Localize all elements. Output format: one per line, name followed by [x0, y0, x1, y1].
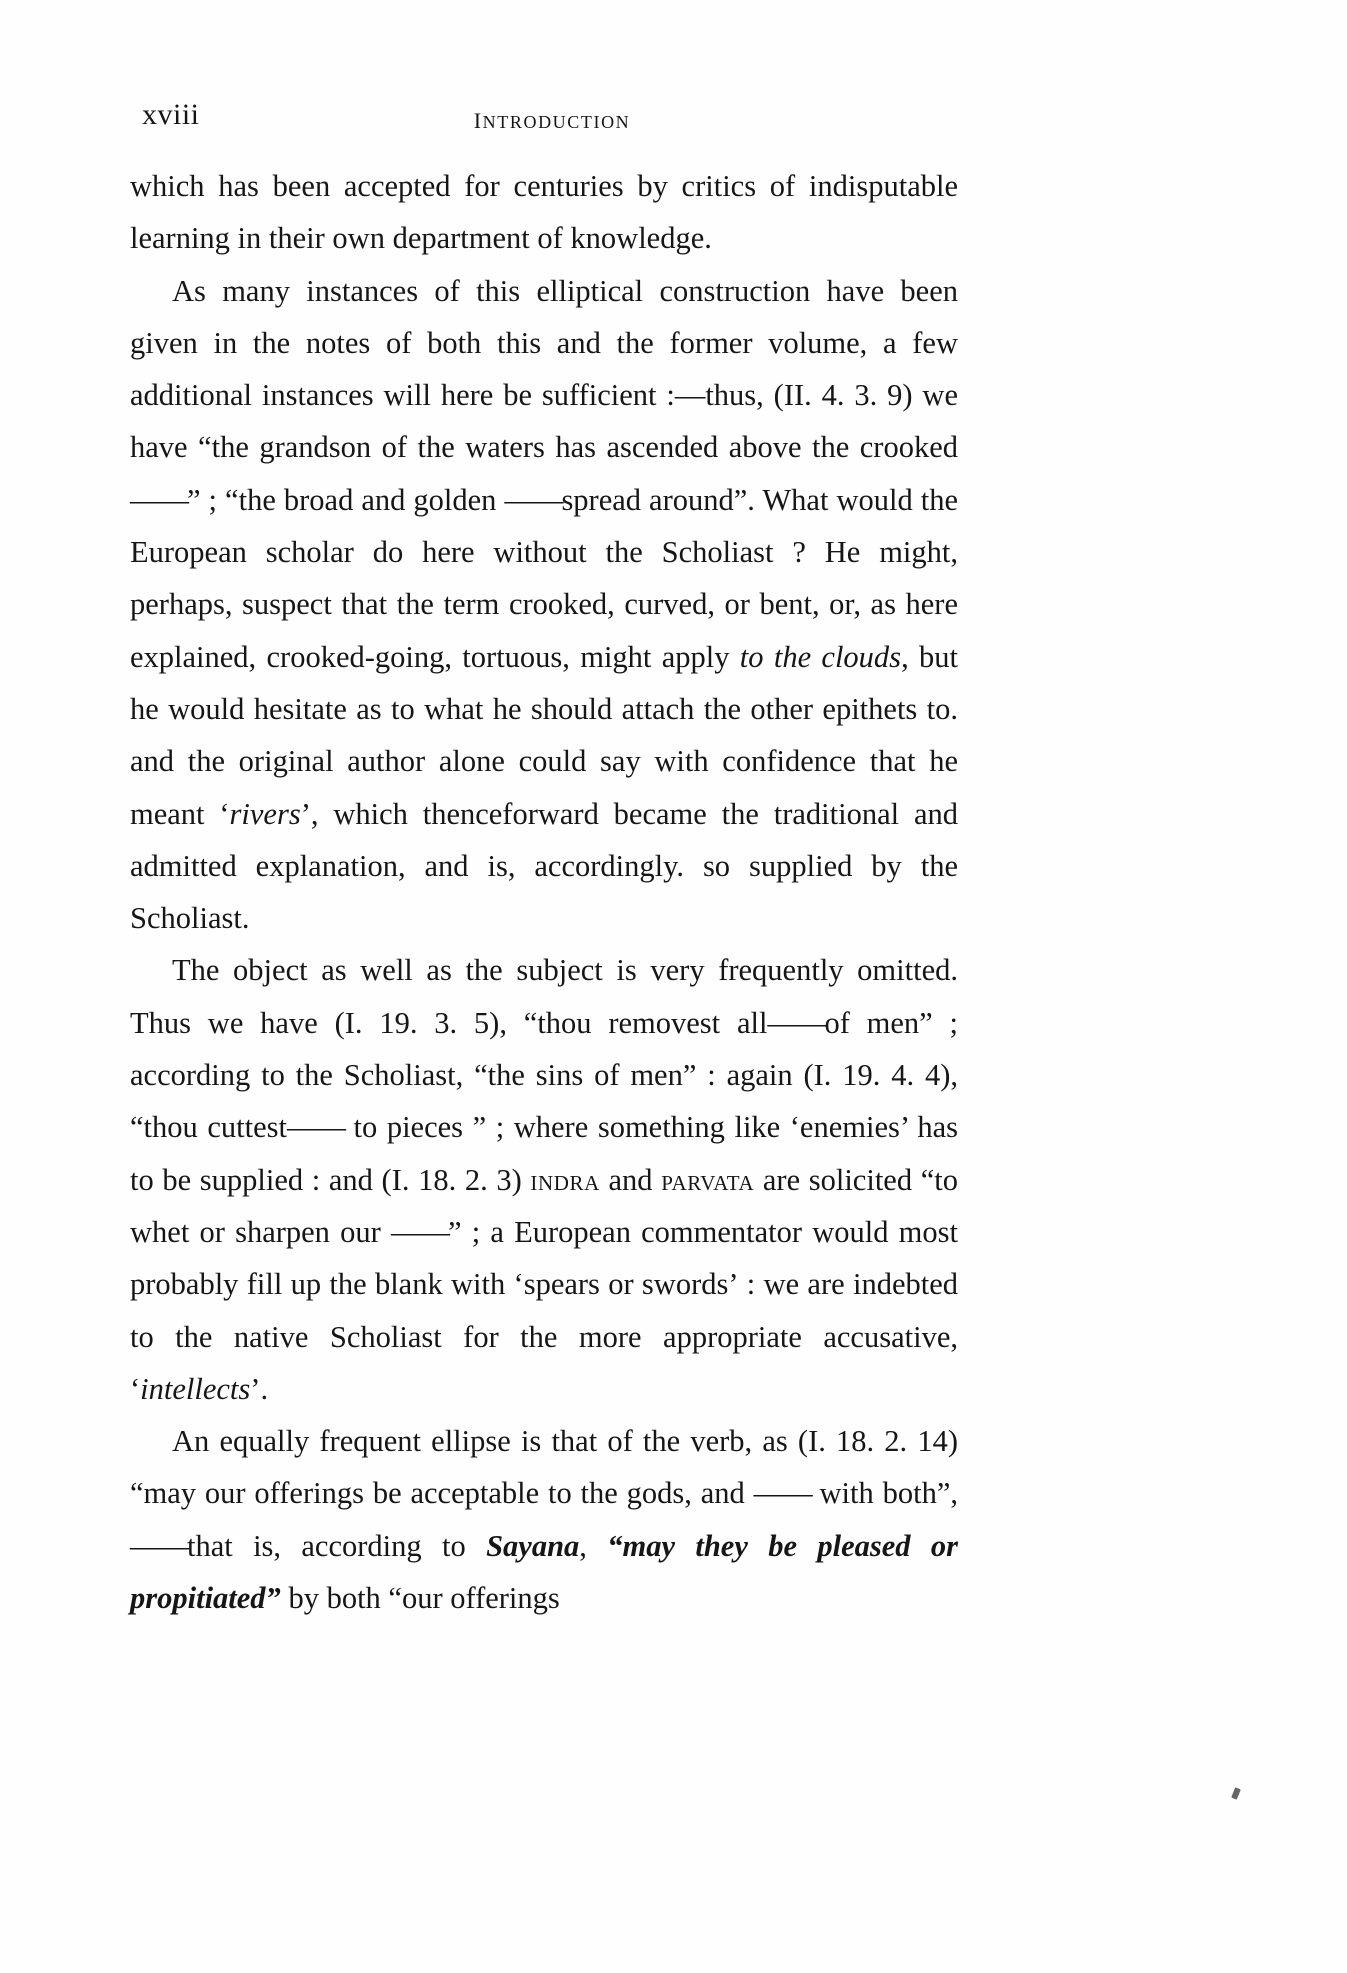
paragraph-3	[130, 944, 958, 1415]
ellipsis-dash: ——	[504, 482, 562, 517]
small-caps-indra: indra	[530, 1162, 600, 1197]
italic-sayana: Sayana	[486, 1528, 580, 1563]
scan-artifact-speck	[1231, 1787, 1241, 1799]
ellipsis-dash: ——	[130, 482, 187, 517]
page-folio-number: xviii	[142, 98, 200, 131]
running-head-title: introduction	[473, 100, 631, 135]
ellipsis-dash: ——	[753, 1476, 811, 1511]
paragraph-2	[130, 265, 958, 945]
paragraph-1	[130, 160, 958, 265]
ellipsis-dash: ——	[130, 1528, 187, 1563]
italic-rivers: rivers	[229, 796, 301, 831]
paragraph-3-text: The object as well as the subject is very frequently omitted. Thus we have (I. 19. 3. 5), “thou removest all——of men” ; according to the Scholiast, “the sins of men” : again (I. 19. 4. 4), “thou cuttest—— to pieces ” ; where something like ‘enemies’ has to be supplied : and (I. 18. 2. 3) indra and parvata are solicited “to whet or sharpen our ——” ; a European commentator would most probably fill up the blank with ‘spears or swords’ : we are indebted to the native Scholiast for the more appropriate accusative, ‘intellects’.	[130, 953, 959, 1406]
small-caps-parvata: parvata	[661, 1162, 755, 1197]
ellipsis-dash: ——	[767, 1005, 825, 1040]
paragraph-4	[130, 1415, 958, 1624]
italic-to-the-clouds: to the clouds	[739, 639, 902, 674]
body-text-block	[130, 160, 958, 1624]
italic-intellects: intellects	[140, 1371, 251, 1406]
paragraph-2-text: As many instances of this elliptical construction have been given in the notes of both this and the former volume, a few additional instances will here be sufficient :—thus, (II. 4. 3. 9) we have “the grandson of the waters has ascended above the crooked——” ; “the broad and golden ——spread around”. What would the European scholar do here without the Scholiast ? He might, perhaps, suspect that the term crooked, curved, or bent, or, as here explained, crooked-going, tortuous, might apply to the clouds, but he would hesitate as to what he should attach the other epithets to. and the original author alone could say with confidence that he meant ‘rivers’, which thenceforward became the traditional and admitted explanation, and is, accordingly. so supplied by the Scholiast.	[130, 273, 958, 936]
ellipsis-dash: ——	[286, 1110, 344, 1145]
italic-may-they-be-pleased: “may they be pleased or propitiated”	[130, 1528, 959, 1616]
paragraph-4-text: An equally frequent ellipse is that of the verb, as (I. 18. 2. 14) “may our offerings be acceptable to the gods, and —— with both”, ——that is, according to Sayana, “may they be pleased or propitiated” by both “our offerings	[130, 1424, 959, 1616]
running-head	[142, 98, 962, 142]
ellipsis-dash: ——	[390, 1214, 448, 1249]
paragraph-1-text: which has been accepted for centuries by critics of indisputable learning in their own department of knowledge.	[130, 169, 958, 256]
